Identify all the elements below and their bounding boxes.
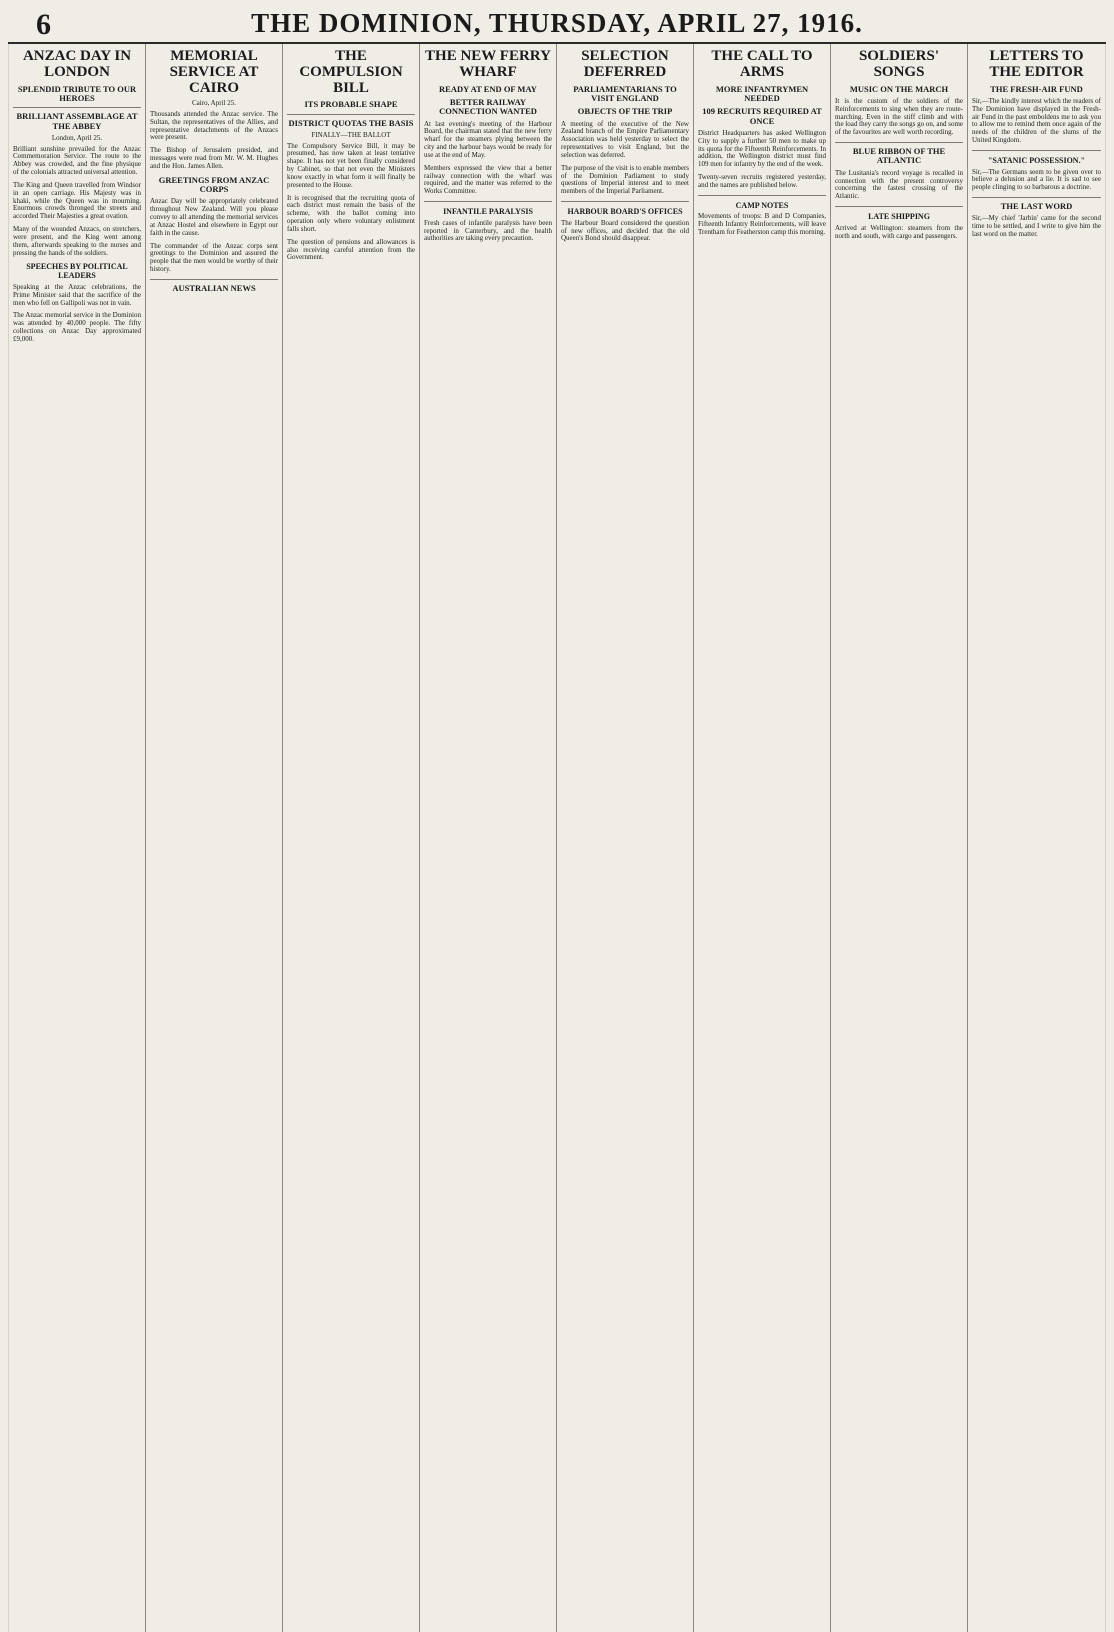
section-heading: LATE SHIPPING: [868, 211, 930, 221]
article-paragraph: The purpose of the visit is to enable members of the Dominion Parliament to study questions of Imperial interest and to meet members of the Imperial Parliament.: [561, 163, 689, 196]
divider: [835, 206, 963, 207]
article-paragraph: It is the custom of the soldiers of the Reinforcements to sing when they are route-marching. Even in the stiff climb and with the load they carry the songs go on, and some of the favourites are well worth recording.: [835, 96, 963, 137]
article-paragraph: Thousands attended the Anzac service. The Sultan, the representatives of the Allies, and representative detachments of the Anzacs were present.: [150, 109, 278, 142]
article-column-ferry: [420, 44, 557, 1632]
article-paragraph: The Bishop of Jerusalem presided, and messages were read from Mr. W. M. Hughes and the Hon. James Allen.: [150, 146, 278, 170]
divider: [835, 142, 963, 143]
article-column-selection: [557, 44, 694, 1632]
article-paragraph: Anzac Day will be appropriately celebrated throughout New Zealand. Will you please convey to all attending the memorial services at Anzac Hostel and elsewhere in Egypt our faith in the cause.: [150, 197, 278, 237]
article-subtitle: SPLENDID TRIBUTE TO OUR HEROES: [17, 83, 137, 103]
article-paragraph: Sir,—My chief 'Jarbin' came for the second time to be settled, and I write to give him the last word on the matter.: [972, 214, 1101, 239]
article-title: SELECTION DEFERRED: [581, 48, 669, 80]
article-title: SOLDIERS' SONGS: [858, 48, 940, 80]
divider: [287, 114, 415, 115]
divider: [972, 150, 1101, 151]
dateline: London, April 25.: [51, 133, 103, 142]
article-paragraph: The Compulsory Service Bill, it may be presumed, has now taken at least tentative shape. It has not yet been finally considered by Cabinet, so that not even the Ministers know exactly in what form it will finally be presented to the House.: [287, 141, 415, 189]
article-title: MEMORIAL SERVICE AT CAIRO: [169, 48, 259, 96]
article-paragraph: District Headquarters has asked Wellington City to supply a further 50 men to make up its quota for the Fifteenth Reinforcements. In addition, the Wellington district must find 109 men for infantry by the end of the week.: [698, 128, 826, 169]
article-paragraph: A meeting of the executive of the New Zealand branch of the Empire Parliamentary Association was held yesterday to select the representatives to visit England, but the selection was deferred.: [561, 119, 689, 159]
article-paragraph: Twenty-seven recruits registered yesterday, and the names are published below.: [698, 173, 826, 189]
article-column-cairo: [146, 44, 283, 1632]
article-paragraph: The question of pensions and allowances is also receiving careful attention from the Government.: [287, 237, 415, 262]
newspaper-title: THE DOMINION, THURSDAY, APRIL 27, 1916.: [251, 8, 863, 38]
article-paragraph: Movements of troops: B and D Companies, Fifteenth Infantry Reinforcements, will leave Trentham for Featherston camp this morning.: [698, 212, 826, 237]
article-subtitle: READY AT END OF MAY: [439, 83, 537, 94]
article-paragraph: At last evening's meeting of the Harbour Board, the chairman stated that the new ferry wharf for the steamers plying between the city and the harbour bays would be ready for use at the end of May.: [424, 119, 552, 159]
article-title: ANZAC DAY IN LONDON: [22, 48, 132, 80]
section-heading: CAMP NOTES: [735, 200, 789, 210]
article-paragraph: The Lusitania's record voyage is recalled in connection with the present controversy concerning the fastest crossing of the Atlantic.: [835, 168, 963, 201]
article-paragraph: Speaking at the Anzac celebrations, the Prime Minister said that the sacrifice of the men who fell on Gallipoli was not in vain.: [13, 282, 141, 307]
article-subtitle: AUSTRALIAN NEWS: [172, 282, 256, 293]
article-paragraph: The King and Queen travelled from Windsor in an open carriage. His Majesty was in khaki, while the Queen was in mourning. Enormous crowds thronged the streets and accorded Their Majesties a great ovation.: [13, 180, 141, 221]
article-subtitle: BLUE RIBBON OF THE ATLANTIC: [852, 145, 946, 166]
article-paragraph: The commander of the Anzac corps sent greetings to the Dominion and assured the people that the men would be worthy of their history.: [150, 241, 278, 274]
article-paragraph: Arrived at Wellington: steamers from the north and south, with cargo and passengers.: [835, 223, 963, 240]
article-paragraph: It is recognised that the recruiting quota of each district must remain the basis of the scheme, with the ballot coming into operation only where voluntary enlistment falls short.: [287, 193, 415, 233]
article-subtitle: THE LAST WORD: [1000, 201, 1073, 212]
section-heading: "SATANIC POSSESSION.": [987, 155, 1086, 165]
article-column-call-to-arms: [694, 44, 831, 1632]
article-subtitle: DISTRICT QUOTAS THE BASIS: [288, 117, 414, 128]
article-column-letters: [968, 44, 1105, 1632]
masthead: [8, 6, 1106, 44]
article-column-anzac: [9, 44, 146, 1632]
article-columns: [8, 44, 1106, 1632]
article-paragraph: The Harbour Board considered the question of new offices, and decided that the old Queen's Bond should disappear.: [561, 218, 689, 243]
article-subtitle: BRILLIANT ASSEMBLAGE AT THE ABBEY: [16, 111, 138, 131]
section-heading: SPEECHES BY POLITICAL LEADERS: [26, 262, 128, 281]
article-column-compulsion: [283, 44, 420, 1632]
divider: [424, 201, 552, 202]
page-number: 6: [36, 8, 51, 41]
article-paragraph: Members expressed the view that a better railway connection with the wharf was required, and the matter was referred to the Works Committee.: [424, 163, 552, 196]
section-heading: HARBOUR BOARD'S OFFICES: [567, 206, 683, 216]
article-title: THE CALL TO ARMS: [711, 48, 813, 80]
divider: [13, 107, 141, 108]
article-paragraph: Brilliant sunshine prevailed for the Anzac Commemoration Service. The route to the Abbey was crowded, and the fine physique of the colonials attracted universal attention.: [13, 144, 141, 177]
article-column-songs: [831, 44, 968, 1632]
article-subtitle: OBJECTS OF THE TRIP: [577, 106, 673, 117]
article-subtitle: MUSIC ON THE MARCH: [849, 83, 949, 94]
article-paragraph: Many of the wounded Anzacs, on stretchers, were present, and the King went among them, afterwards speaking to the nurses and pressing the hands of the soldiers.: [13, 225, 141, 257]
article-subtitle: 109 RECRUITS REQUIRED AT ONCE: [702, 106, 822, 126]
article-title: THE NEW FERRY WHARF: [425, 48, 551, 80]
article-paragraph: Fresh cases of infantile paralysis have been reported in Canterbury, and the health authorities are taking every precaution.: [424, 218, 552, 243]
divider: [972, 197, 1101, 198]
divider: [698, 195, 826, 196]
article-paragraph: Sir,—The Germans seem to be given over to believe a delusion and a lie. It is sad to see people clinging to so barbarous a doctrine.: [972, 167, 1101, 192]
article-subtitle: GREETINGS FROM ANZAC CORPS: [158, 174, 270, 195]
divider: [150, 279, 278, 280]
article-subtitle: THE FRESH-AIR FUND: [990, 83, 1083, 94]
article-paragraph: The Anzac memorial service in the Dominion was attended by 40,000 people. The fifty collections on Anzac Day approximated £9,000.: [13, 311, 141, 343]
article-subtitle: MORE INFANTRYMEN NEEDED: [715, 83, 809, 103]
article-subtitle: BETTER RAILWAY CONNECTION WANTED: [439, 96, 537, 117]
dateline: Cairo, April 25.: [192, 99, 236, 108]
article-title: THE COMPULSION BILL: [299, 48, 403, 96]
article-subtitle: PARLIAMENTARIANS TO VISIT ENGLAND: [573, 83, 677, 103]
dateline: FINALLY—THE BALLOT: [311, 130, 391, 139]
article-title: LETTERS TO THE EDITOR: [989, 48, 1084, 80]
divider: [561, 201, 689, 202]
section-heading: INFANTILE PARALYSIS: [443, 206, 533, 216]
article-subtitle: ITS PROBABLE SHAPE: [304, 99, 398, 110]
article-paragraph: Sir,—The kindly interest which the readers of The Dominion have displayed in the Fresh-air Fund in the past emboldens me to ask you to allow me to remind them once again of the needs of the children of the slums of the United Kingdom.: [972, 96, 1101, 144]
